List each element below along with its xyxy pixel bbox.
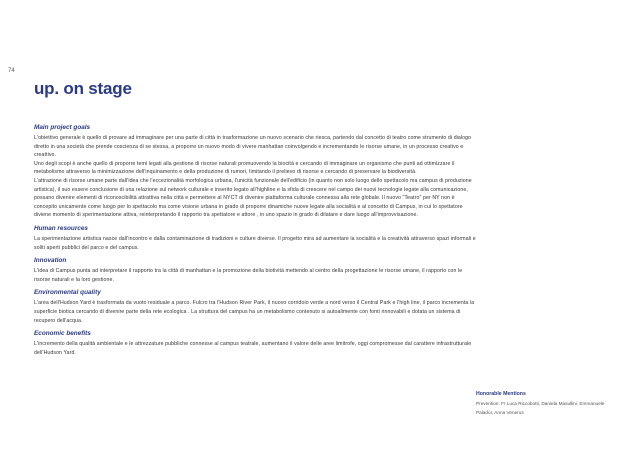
paragraph: L'obiettivo generale è quello di provare ad immaginare per una parte di città in trasformazione un nuovo scenario che riesca, partendo dal concetto di teatro come strumento di dialogo diretto in una società che prende coscienza di se stessa, a proporre un nuovo modo di vivere manhattan coinvolgendo e incrementando le risorse umane, in un processo creativo e creattivo. [34, 135, 472, 159]
section-human-resources [34, 225, 476, 252]
section-heading: Human resources [34, 224, 88, 232]
credits-title: Honorable Mentions [476, 391, 526, 397]
section-economic-benefits [34, 330, 476, 357]
paragraph: L'idea di Campus punta ad interpretare il rapporto tra la città di manhattan e la promozione della biotività mettendo al centro della progettazione le risorse umane, il rapporto con le risorse naturali e la loro gestione. [34, 268, 463, 283]
project-text [34, 124, 476, 362]
credits-line: Prevention: Fr Luca Riccobotti, Daniela Masullini, Emmanuele [476, 401, 605, 406]
paragraph: Uno degli scopi è anche quello di proporre temi legati alla gestione di risorse naturali promuovendo la biocità e cercando di immaginare un organismo che punti ad ottimizzare il metabolismo attraverso la minimizzazione dell'inquinamento e della produzione di rumori, limitando il prelievo di risorse e cercando di preservare la biodiversità. [34, 160, 455, 176]
section-heading: Innovation [34, 257, 67, 265]
section-environmental-quality [34, 289, 476, 325]
section-heading: Main project goals [34, 124, 91, 131]
section-innovation [34, 257, 476, 284]
page-number: 74 [8, 68, 15, 74]
paragraph: L'attrazione di risorse umane parte dall'idea che l'eccezionalità morfologica urbana, l'unicità funzionale dell'edificio (in quanto non solo luogo dello spettacolo ma campus di produzione artistica), il suo essere conclusione di una relazione sul network culturale e inserito legato all'highline e la sfida di crescere nel campo dei nuovi tecnologie legate alla comunicazione, possano divenire elementi di riconoscibilità attrattiva nella città e permettere al NYCT di divenire piattaforma culturale connessa alla rete globale. Il nuovo "Teatro" per NY non è concepito unicamente come luogo per lo spettacolo ma come visione urbana in grado di proporre dinamiche nuove legate alla socialità e al concetto di Campus, in cui lo spettatore diviene momento di sperimentazione attiva, reinterpretando il rapporto tra spettatore e attore , in uno spazio in grado di dilatare e dare luogo all'improvvisazione. [34, 177, 472, 219]
paragraph: L'area dell'Hudson Yard è trasformata da vuoto residuale a parco. Fulcro tra l'Hudson River Park, il nuovo corridoio verde a nord verso il Central Park e l'high line, il parco incrementa la superficie biotica cercando di divenire parte della rete ecologica . La struttura del campus ha un metabolismo contenuto si autoalimente con fonti rinnovabili e dotata un sistema di recupero dell'acqua. [34, 300, 475, 324]
section-heading: Environmental quality [34, 289, 101, 297]
credits [476, 390, 626, 417]
paragraph: La sperimentazione artistica nasce dall'incontro e dalla contaminazione di tradizioni e culture diverse. Il progetto mira ad aumentare la socialità e la creatività attraverso spazi informali e soliti aperti pubblici del parco e del campus. [34, 235, 476, 251]
credits-line: Palador, Anna Venerus [476, 410, 524, 415]
section-heading: Economic benefits [34, 330, 91, 338]
paragraph: L'incremento della qualità ambientale e le attrezzature pubbliche connesse al campus teatrale, aumentano il valore delle aree limitrofe, oggi compromesse dal carattere infrastrutturale dell'Hudson Yard. [34, 341, 472, 356]
page-title: up. on stage [34, 79, 132, 98]
section-main-goals [34, 124, 476, 220]
